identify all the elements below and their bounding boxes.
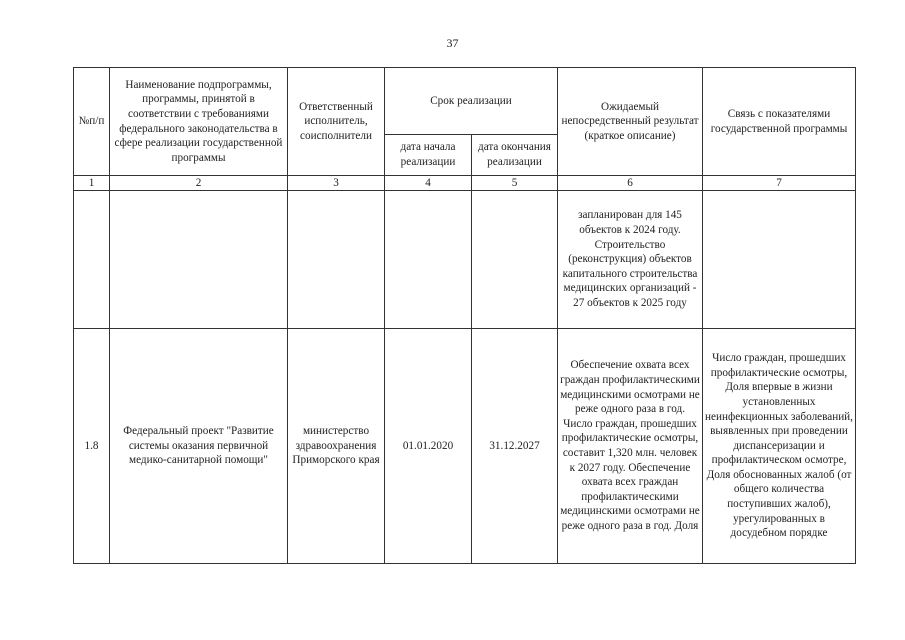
column-number: 3 [288,176,385,191]
table-row [74,329,856,564]
header-number: №п/п [74,68,110,176]
row-indicators: Число граждан, прошедших профилактические осмотры, Доля впервые в жизни установленных неинфекционных заболеваний, выявленных при проведении диспансеризации и профилактическом осмотре, Доля обоснованных жалоб (от общего количества поступивших жалоб), урегулированных в досудебном порядке [703,329,856,564]
row-end-date: 31.12.2027 [472,329,558,564]
header-result: Ожидаемый непосредственный результат (краткое описание) [558,68,703,176]
header-end-date: дата окончания реализации [472,135,558,176]
row-executor [288,191,385,329]
row-indicators [703,191,856,329]
column-number: 6 [558,176,703,191]
header-start-date: дата начала реализации [385,135,472,176]
header-term: Срок реализации [385,68,558,135]
header-executor: Ответственный исполнитель, соисполнители [288,68,385,176]
header-program-name: Наименование подпрограммы, программы, принятой в соответствии с требованиями федерального законодательства в сфере реализации государственной программы [110,68,288,176]
row-result: запланирован для 145 объектов к 2024 году. Строительство (реконструкция) объектов капитального строительства медицинских организаций - 27 объектов к 2025 году [558,191,703,329]
program-table [73,67,856,564]
row-start-date [385,191,472,329]
column-number: 5 [472,176,558,191]
column-number-row [74,176,856,191]
column-number: 1 [74,176,110,191]
row-result: Обеспечение охвата всех граждан профилактическими медицинскими осмотрами не реже одного раза в год. Число граждан, прошедших профилактические осмотры, составит 1,320 млн. человек к 2027 году. Обеспечение охвата всех граждан профилактическими медицинскими осмотрами не реже одного раза в год. Доля [558,329,703,564]
table-row [74,191,856,329]
row-end-date [472,191,558,329]
header-indicators: Связь с показателями государственной программы [703,68,856,176]
row-number: 1.8 [74,329,110,564]
page-number: 37 [446,36,459,50]
header-row-top [74,68,856,135]
row-program-name [110,191,288,329]
row-executor: министерство здравоохранения Приморского края [288,329,385,564]
row-program-name: Федеральный проект "Развитие системы оказания первичной медико-санитарной помощи" [110,329,288,564]
row-start-date: 01.01.2020 [385,329,472,564]
column-number: 7 [703,176,856,191]
column-number: 4 [385,176,472,191]
row-number [74,191,110,329]
column-number: 2 [110,176,288,191]
